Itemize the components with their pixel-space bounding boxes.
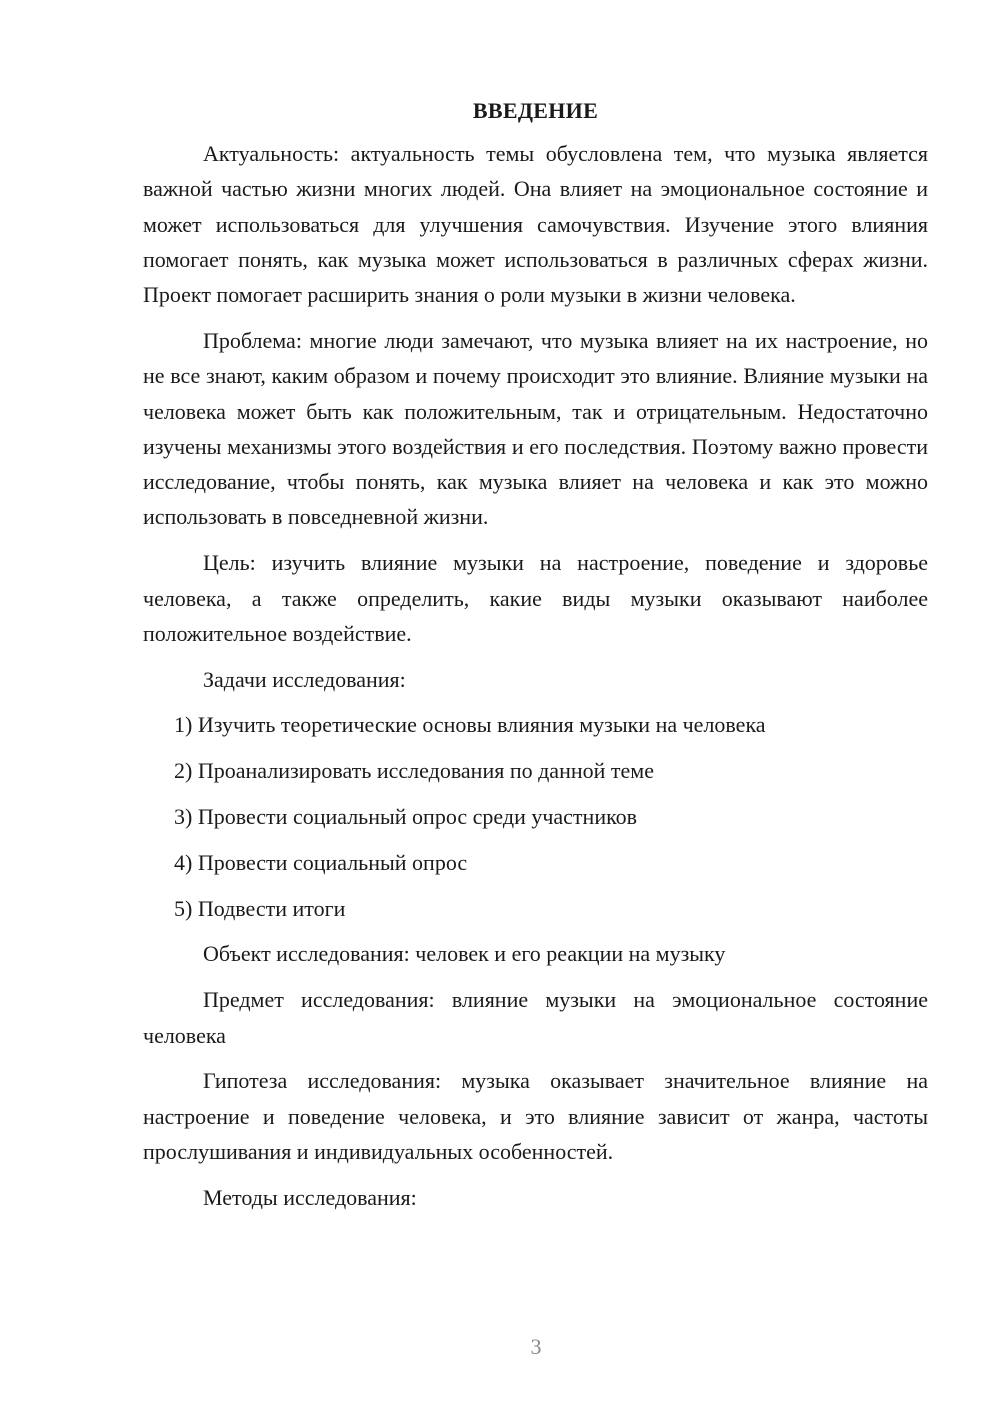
page-content <box>143 96 928 1226</box>
page-title: ВВЕДЕНИЕ <box>472 98 599 123</box>
list-item: 1) Изучить теоретические основы влияния музыки на человека <box>174 712 766 738</box>
relevance-paragraph: Актуальность: актуальность темы обусловлена тем, что музыка является важной частью жизни многих людей. Она влияет на эмоциональное состояние и может использоваться для улучшения самочувствия. Изучение этого влияния помогает понять, как музыка может использоваться в различных сферах жизни. Проект помогает расширить знания о роли музыки в жизни человека. <box>143 141 928 308</box>
tasks-heading: Задачи исследования: <box>203 666 406 692</box>
hypothesis-paragraph: Гипотеза исследования: музыка оказывает значительное влияние на настроение и поведение человека, и это влияние зависит от жанра, частоты прослушивания и индивидуальных особенностей. <box>143 1068 928 1164</box>
goal-paragraph: Цель: изучить влияние музыки на настроение, поведение и здоровье человека, а также определить, какие виды музыки оказывают наиболее положительное воздействие. <box>143 550 928 646</box>
list-item: 4) Провести социальный опрос <box>174 849 468 875</box>
list-item: 5) Подвести итоги <box>174 895 346 921</box>
methods-heading: Методы исследования: <box>203 1184 417 1210</box>
subject-paragraph: Предмет исследования: влияние музыки на эмоциональное состояние человека <box>143 987 928 1048</box>
list-item: 3) Провести социальный опрос среди участников <box>174 804 638 830</box>
object-paragraph: Объект исследования: человек и его реакции на музыку <box>203 941 726 967</box>
page-number: 3 <box>530 1334 542 1359</box>
tasks-list <box>143 707 928 925</box>
list-item: 2) Проанализировать исследования по данной теме <box>174 758 654 784</box>
problem-paragraph: Проблема: многие люди замечают, что музыка влияет на их настроение, но не все знают, каким образом и почему происходит это влияние. Влияние музыки на человека может быть как положительным, так и отрицательным. Недостаточно изучены механизмы этого воздействия и его последствия. Поэтому важно провести исследование, чтобы понять, как музыка влияет на человека и как это можно использовать в повседневной жизни. <box>143 327 928 530</box>
